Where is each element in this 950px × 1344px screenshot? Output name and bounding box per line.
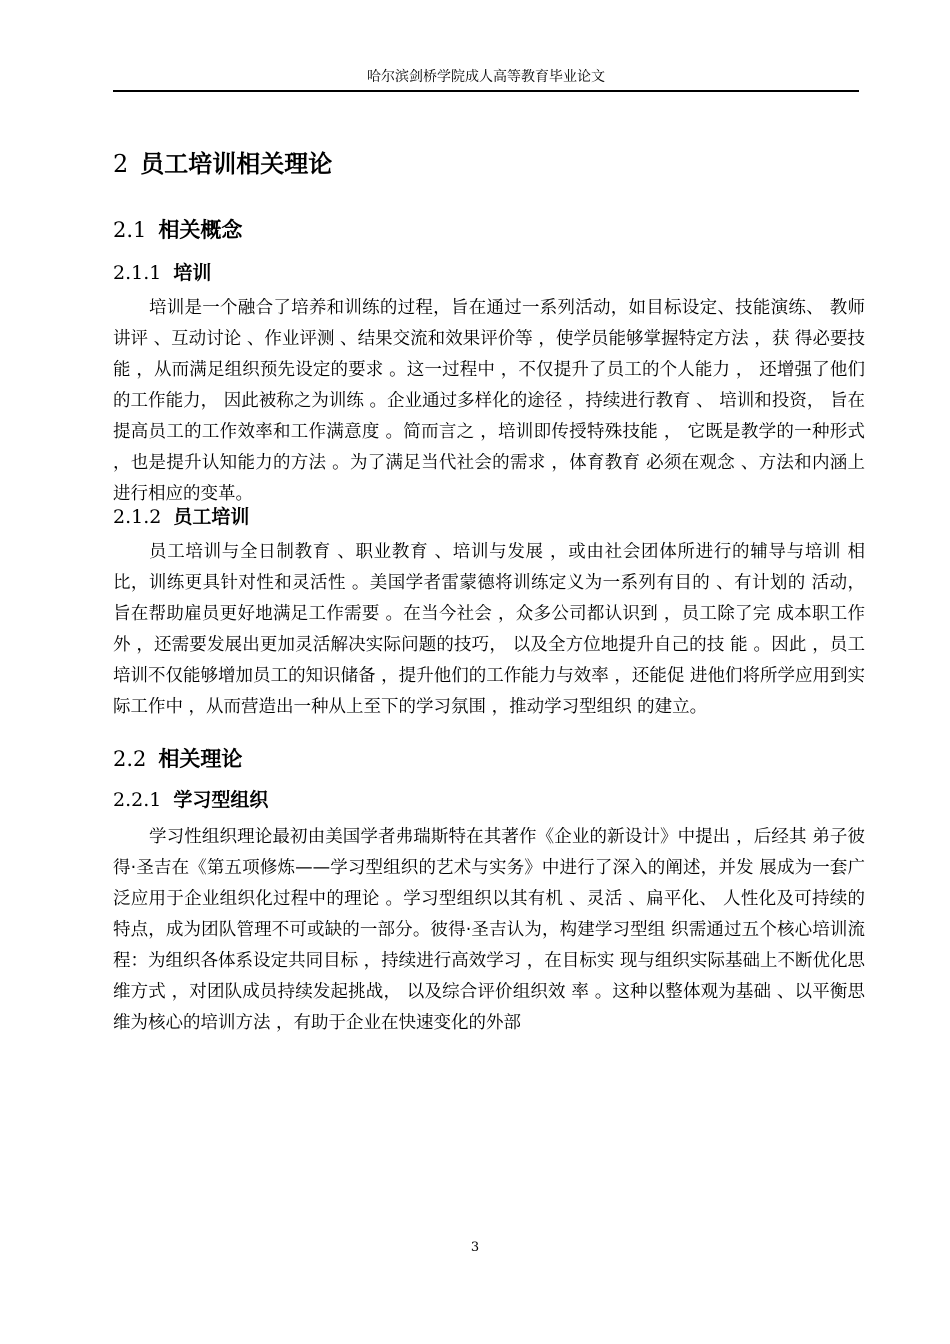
subsection-number: 2.2.1 — [113, 789, 162, 811]
subsection-heading-2-2-1 — [113, 785, 268, 812]
section-heading-2-2 — [113, 743, 242, 773]
subsection-title: 员工培训 — [173, 506, 250, 528]
paragraph-training: 培训是一个融合了培养和训练的过程，旨在通过一系列活动，如目标设定、技能演练、 教师讲评 、互动讨论 、作业评测 、结果交流和效果评价等 ，使学员能够掌握特定方法 ，获 得必要技能 ，从而满足组织预先设定的要求 。这一过程中 ，不仅提升了员工的个人能力 ， 还增强了他们的工作能力， 因此被称之为训练 。企业通过多样化的途径 ，持续进行教育 、 培训和投资， 旨在提高员工的工作效率和工作满意度 。简而言之 ，培训即传授特殊技能 ， 它既是教学的一种形式 ，也是提升认知能力的方法 。为了满足当代社会的需求 ，体育教育 必须在观念 、方法和内涵上进行相应的变革。 — [113, 298, 865, 504]
section-number: 2.2 — [113, 747, 147, 771]
subsection-title: 学习型组织 — [173, 789, 269, 811]
section-title: 相关理论 — [158, 747, 243, 771]
paragraph-employee-training: 员工培训与全日制教育 、职业教育 、培训与发展 ，或由社会团体所进行的辅导与培训 相比，训练更具针对性和灵活性 。美国学者雷蒙德将训练定义为一系列有目的 、有计划的 活动， 旨在帮助雇员更好地满足工作需要 。在当今社会 ，众多公司都认识到 ，员工除了完 成本职工作外 ，还需要发展出更加灵活解决实际问题的技巧， 以及全方位地提升自己的技 能 。因此 ，员工培训不仅能够增加员工的知识储备 ，提升他们的工作能力与效率 ，还能促 进他们将所学应用到实际工作中 ，从而营造出一种从上至下的学习氛围 ，推动学习型组织 的建立。 — [113, 542, 865, 717]
subsection-title: 培训 — [173, 262, 212, 284]
header-divider — [113, 90, 859, 92]
chapter-number: 2 — [113, 150, 129, 178]
paragraph-learning-organization: 学习性组织理论最初由美国学者弗瑞斯特在其著作《企业的新设计》中提出 ，后经其 弟子彼得·圣吉在《第五项修炼——学习型组织的艺术与实务》中进行了深入的阐述，并发 展成为一套广泛应用于企业组织化过程中的理论 。学习型组织以其有机 、灵活 、扁平化、 人性化及可持续的特点，成为团队管理不可或缺的一部分。彼得·圣吉认为，构建学习型组 织需通过五个核心培训流程：为组织各体系设定共同目标 ，持续进行高效学习 ，在目标实 现与组织实际基础上不断优化思维方式 ，对团队成员持续发起挑战， 以及综合评价组织效 率 。这种以整体观为基础 、以平衡思维为核心的培训方法 ，有助于企业在快速变化的外部 — [113, 827, 865, 1033]
section-title: 相关概念 — [158, 218, 243, 242]
chapter-title: 员工培训相关理论 — [140, 150, 333, 178]
section-number: 2.1 — [113, 218, 147, 242]
subsection-number: 2.1.1 — [113, 262, 162, 284]
subsection-heading-2-1-2 — [113, 502, 249, 529]
subsection-heading-2-1-1 — [113, 258, 211, 285]
running-header: 哈尔滨剑桥学院成人高等教育毕业论文 — [367, 69, 605, 85]
page-number: 3 — [470, 1240, 480, 1255]
section-heading-2-1 — [113, 214, 242, 244]
chapter-heading — [113, 144, 332, 179]
subsection-number: 2.1.2 — [113, 506, 162, 528]
